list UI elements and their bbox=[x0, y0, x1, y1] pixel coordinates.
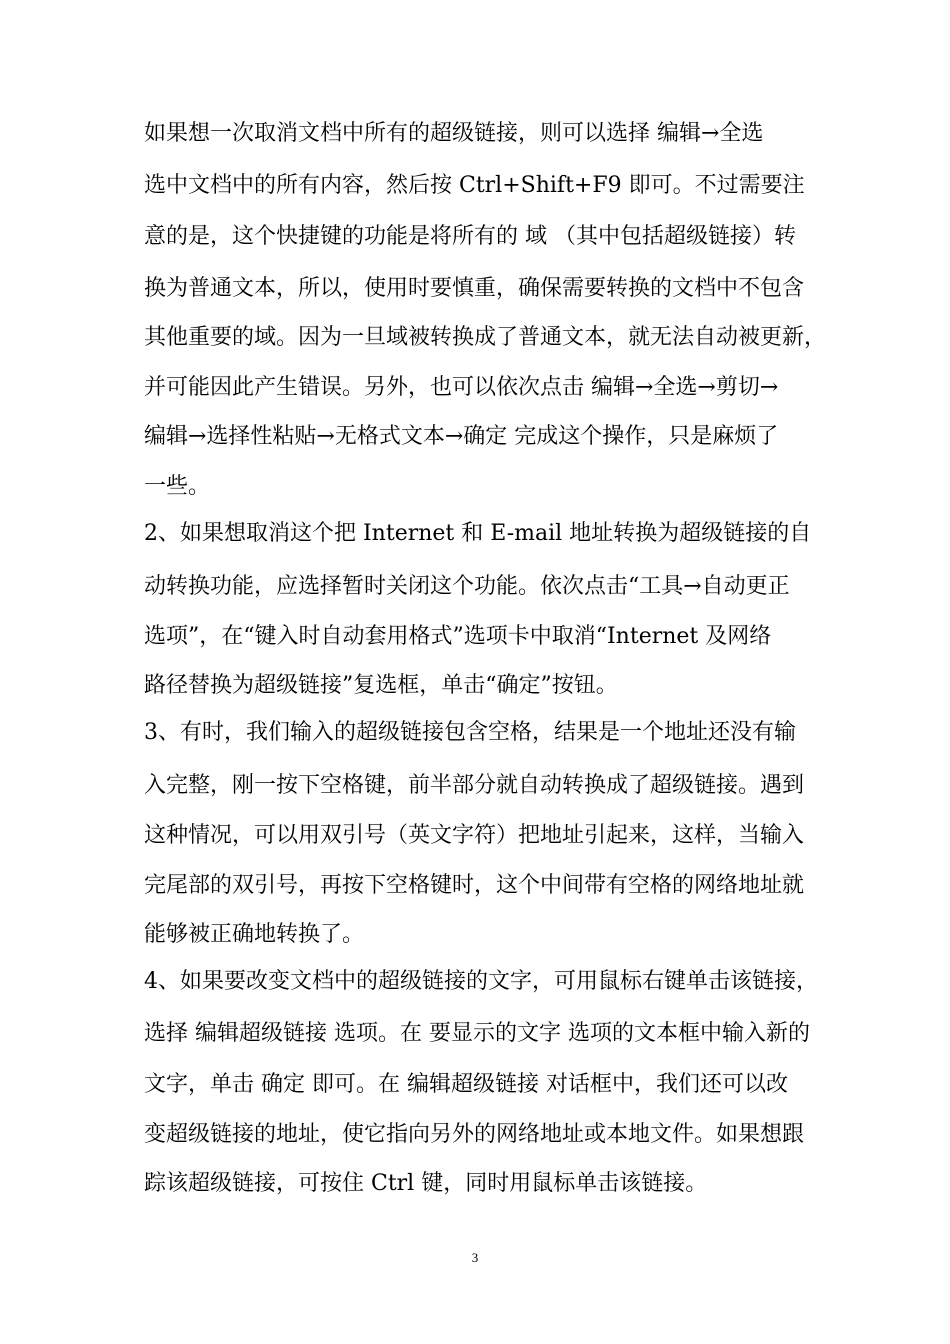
text-line: 编辑→选择性粘贴→无格式文本→确定 完成这个操作，只是麻烦了 bbox=[144, 424, 779, 449]
text-line: 3、有时，我们输入的超级链接包含空格，结果是一个地址还没有输 bbox=[144, 720, 796, 745]
text-line: 选项”，在“键入时自动套用格式”选项卡中取消“Internet 及网络 bbox=[144, 624, 772, 649]
text-line: 意的是，这个快捷键的功能是将所有的 域 （其中包括超级链接）转 bbox=[144, 224, 796, 249]
text-line: 换为普通文本，所以，使用时要慎重，确保需要转换的文档中不包含 bbox=[144, 276, 805, 301]
text-line: 选择 编辑超级链接 选项。在 要显示的文字 选项的文本框中输入新的 bbox=[144, 1021, 810, 1046]
text-line: 其他重要的域。因为一旦域被转换成了普通文本，就无法自动被更新， bbox=[144, 325, 827, 350]
text-line: 动转换功能，应选择暂时关闭这个功能。依次点击“工具→自动更正 bbox=[144, 574, 790, 599]
text-line: 文字，单击 确定 即可。在 编辑超级链接 对话框中，我们还可以改 bbox=[144, 1072, 788, 1097]
text-line: 4、如果要改变文档中的超级链接的文字，可用鼠标右键单击该链接， bbox=[144, 969, 818, 994]
text-line: 完尾部的双引号，再按下空格键时，这个中间带有空格的网络地址就 bbox=[144, 873, 805, 898]
text-line: 2、如果想取消这个把 Internet 和 E-mail 地址转换为超级链接的自 bbox=[144, 521, 812, 546]
text-line: 如果想一次取消文档中所有的超级链接，则可以选择 编辑→全选 bbox=[144, 121, 764, 146]
text-line: 路径替换为超级链接”复选框，单击“确定”按钮。 bbox=[144, 673, 618, 698]
page-number: 3 bbox=[471, 1250, 479, 1265]
text-line: 变超级链接的地址，使它指向另外的网络地址或本地文件。如果想跟 bbox=[144, 1122, 805, 1147]
text-line: 一些。 bbox=[144, 474, 211, 499]
text-line: 选中文档中的所有内容，然后按 Ctrl+Shift+F9 即可。不过需要注 bbox=[144, 173, 805, 198]
text-line: 能够被正确地转换了。 bbox=[144, 922, 365, 947]
text-line: 入完整，刚一按下空格键，前半部分就自动转换成了超级链接。遇到 bbox=[144, 773, 805, 798]
text-line: 这种情况，可以用双引号（英文字符）把地址引起来，这样，当输入 bbox=[144, 823, 805, 848]
text-line: 踪该超级链接，可按住 Ctrl 键，同时用鼠标单击该链接。 bbox=[144, 1171, 708, 1196]
text-line: 并可能因此产生错误。另外，也可以依次点击 编辑→全选→剪切→ bbox=[144, 375, 779, 400]
